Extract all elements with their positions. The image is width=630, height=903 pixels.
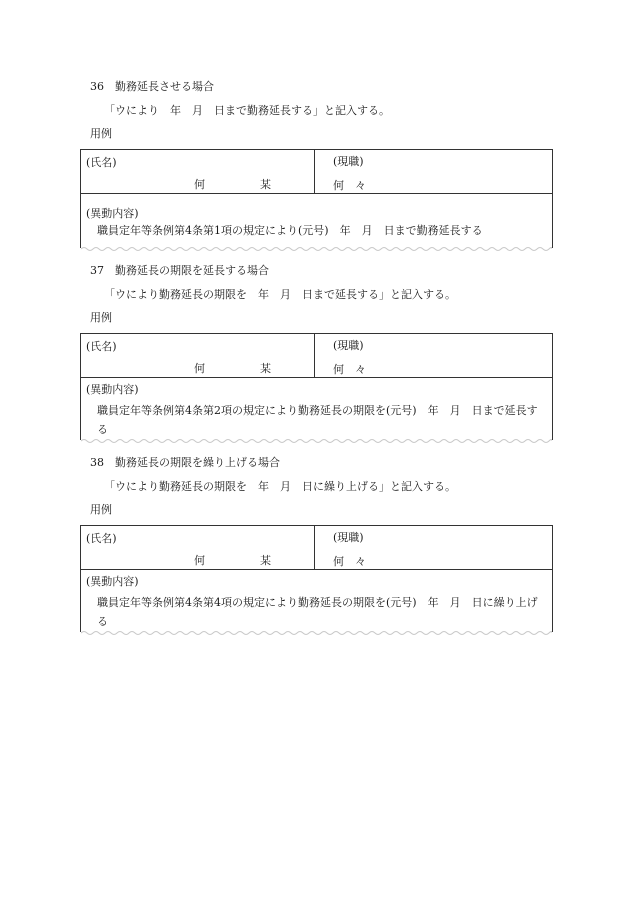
position-value: 何 々 bbox=[333, 363, 366, 376]
form-divider-vertical bbox=[314, 150, 315, 193]
position-label: (現職) bbox=[333, 339, 364, 352]
name-value: 何 某 bbox=[194, 178, 271, 191]
section-instruction: 「ウにより 年 月 日まで勤務延長する」と記入する。 bbox=[104, 104, 390, 117]
torn-edge bbox=[81, 438, 552, 444]
usage-label: 用例 bbox=[90, 503, 112, 516]
name-label: (氏名) bbox=[86, 156, 117, 169]
example-form bbox=[80, 333, 553, 440]
position-label: (現職) bbox=[333, 531, 364, 544]
position-value: 何 々 bbox=[333, 179, 366, 192]
position-label: (現職) bbox=[333, 155, 364, 168]
section-heading: 36 勤務延長させる場合 bbox=[90, 80, 214, 93]
section-heading: 38 勤務延長の期限を繰り上げる場合 bbox=[90, 456, 280, 469]
usage-label: 用例 bbox=[90, 127, 112, 140]
change-label: (異動内容) bbox=[86, 383, 139, 396]
example-form bbox=[80, 525, 553, 632]
torn-edge bbox=[81, 630, 552, 636]
form-divider-vertical bbox=[314, 526, 315, 569]
change-label: (異動内容) bbox=[86, 575, 139, 588]
name-label: (氏名) bbox=[86, 340, 117, 353]
position-value: 何 々 bbox=[333, 555, 366, 568]
section-instruction: 「ウにより勤務延長の期限を 年 月 日に繰り上げる」と記入する。 bbox=[104, 480, 456, 493]
change-text: 職員定年等条例第4条第2項の規定により勤務延長の期限を(元号) 年 月 日まで延長する bbox=[97, 404, 538, 436]
example-form bbox=[80, 149, 553, 248]
change-label: (異動内容) bbox=[86, 207, 139, 220]
section-heading: 37 勤務延長の期限を延長する場合 bbox=[90, 264, 269, 277]
name-value: 何 某 bbox=[194, 554, 271, 567]
torn-edge bbox=[81, 246, 552, 252]
form-divider-vertical bbox=[314, 334, 315, 377]
form-divider-horizontal bbox=[81, 377, 552, 378]
usage-label: 用例 bbox=[90, 311, 112, 324]
name-value: 何 某 bbox=[194, 362, 271, 375]
name-label: (氏名) bbox=[86, 532, 117, 545]
form-divider-horizontal bbox=[81, 193, 552, 194]
change-text: 職員定年等条例第4条第4項の規定により勤務延長の期限を(元号) 年 月 日に繰り上げる bbox=[97, 596, 538, 628]
section-instruction: 「ウにより勤務延長の期限を 年 月 日まで延長する」と記入する。 bbox=[104, 288, 456, 301]
change-text: 職員定年等条例第4条第1項の規定により(元号) 年 月 日まで勤務延長する bbox=[97, 224, 483, 237]
form-divider-horizontal bbox=[81, 569, 552, 570]
